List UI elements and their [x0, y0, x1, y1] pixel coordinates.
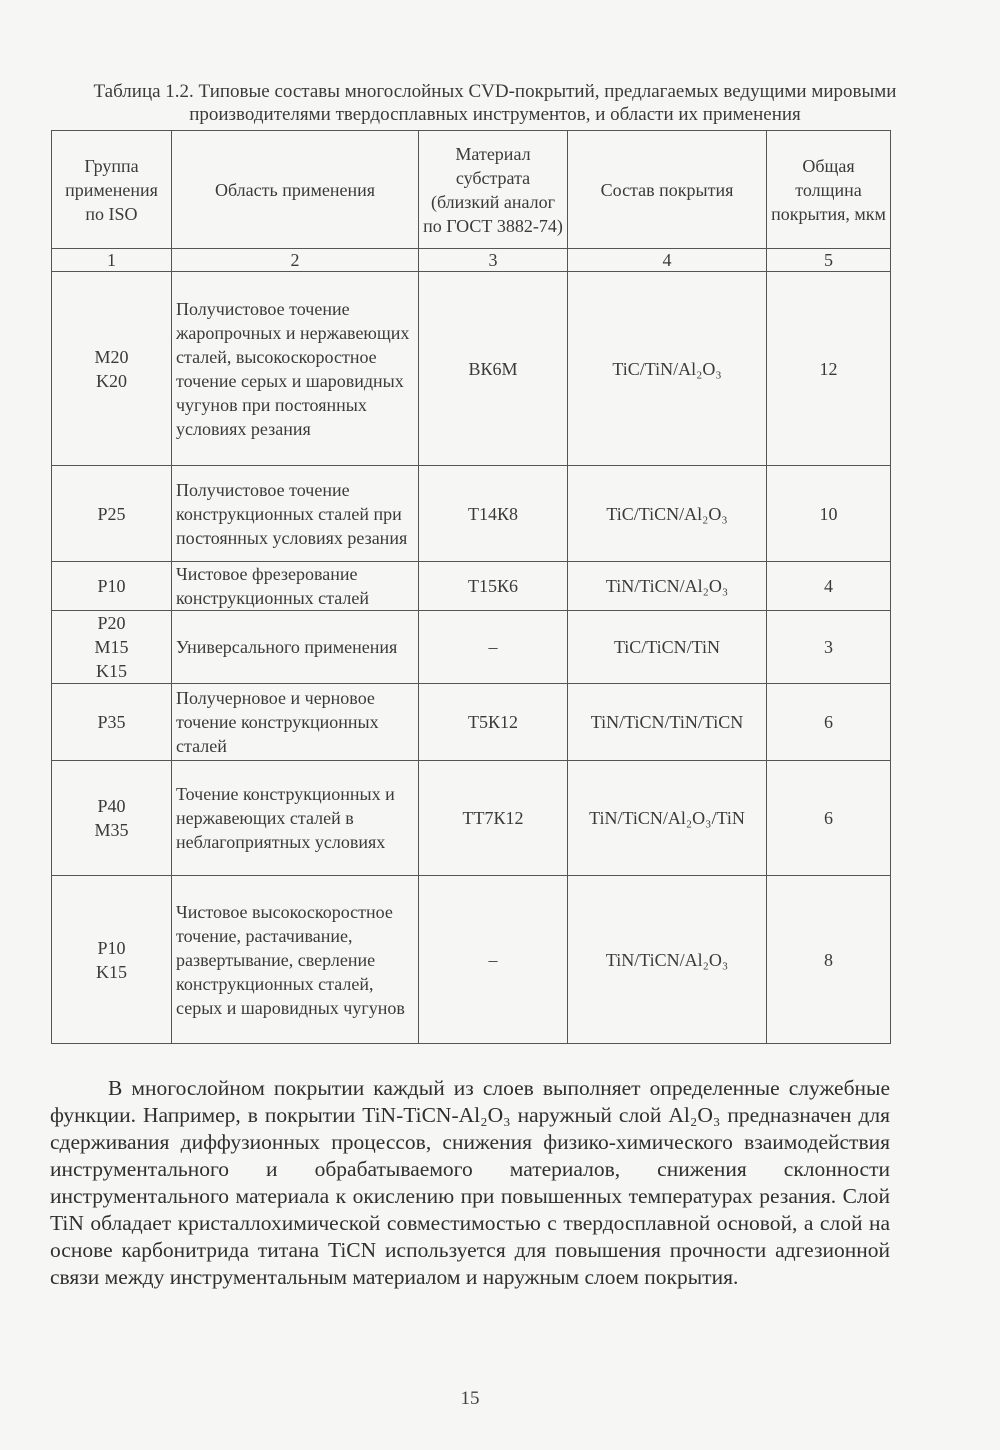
iso-code: K20: [96, 370, 127, 391]
table-row: [52, 272, 891, 466]
cell-iso-group: [52, 761, 172, 876]
cell-substrate: –: [419, 611, 568, 684]
table-row: [52, 761, 891, 876]
header-coating: Состав покрытия: [568, 131, 767, 249]
column-number: 1: [52, 249, 172, 272]
cell-thickness: 12: [767, 272, 891, 466]
iso-code: K15: [96, 961, 127, 982]
header-substrate: Материал субстрата (близкий аналог по ГОСТ 3882-74): [419, 131, 568, 249]
table-row: [52, 876, 891, 1044]
iso-code: P40: [97, 796, 126, 816]
iso-code: P10: [97, 937, 126, 958]
cell-thickness: 10: [767, 466, 891, 562]
column-number-row: [52, 249, 891, 272]
cell-coating: TiC/TiN/Al₂O₃: [568, 272, 767, 466]
body-paragraph: В многослойном покрытии каждый из слоев выполняет определенные служебные функции. Например, в покрытии TiN-TiCN-Al₂O₃ наружный слой Al₂O₃ предназначен для сдерживания диффузионных процессов, снижения физико-химического взаимодействия инструментального и обрабатываемого материалов, снижения склонности инструментального материала к окислению при повышенных температурах резания. Слой TiN обладает кристаллохимической совместимостью с твердосплавной основой, а слой на основе карбонитрида титана TiCN используется для повышения прочности адгезионной связи между инструментальным материалом и наружным слоем покрытия.: [50, 1076, 890, 1289]
cell-iso-group: [52, 611, 172, 684]
cell-thickness: 6: [767, 761, 891, 876]
cell-substrate: Т14К8: [419, 466, 568, 562]
cell-thickness: 4: [767, 562, 891, 611]
cell-application-area: Точение конструкционных и нержавеющих сталей в неблагоприятных условиях: [172, 761, 419, 876]
cell-coating: TiC/TiCN/Al₂O₃: [568, 466, 767, 562]
cell-coating: TiN/TiCN/TiN/TiCN: [568, 684, 767, 761]
table-row: [52, 466, 891, 562]
cell-coating: TiN/TiCN/Al₂O₃/TiN: [568, 761, 767, 876]
cell-application-area: Чистовое фрезерование конструкционных сталей: [172, 562, 419, 611]
cell-application-area: Чистовое высокоскоростное точение, растачивание, развертывание, сверление конструкционных сталей, серых и шаровидных чугунов: [172, 876, 419, 1044]
cell-substrate: –: [419, 876, 568, 1044]
cell-coating: TiN/TiCN/Al₂O₃: [568, 876, 767, 1044]
cell-substrate: Т15К6: [419, 562, 568, 611]
header-thickness: Общая толщина покрытия, мкм: [767, 131, 891, 249]
iso-code: P35: [97, 712, 126, 732]
cell-thickness: 3: [767, 611, 891, 684]
table-row: [52, 611, 891, 684]
cell-thickness: 6: [767, 684, 891, 761]
table-body: [52, 272, 891, 1044]
cell-iso-group: [52, 466, 172, 562]
cell-substrate: Т5К12: [419, 684, 568, 761]
column-number: 4: [568, 249, 767, 272]
table-row: [52, 684, 891, 761]
cell-application-area: Универсального применения: [172, 611, 419, 684]
column-number: 5: [767, 249, 891, 272]
iso-code: K15: [96, 661, 127, 681]
iso-code: P10: [97, 576, 126, 596]
iso-code: M20: [94, 346, 129, 367]
cell-application-area: Получистовое точение конструкционных сталей при постоянных условиях резания: [172, 466, 419, 562]
cell-coating: TiN/TiCN/Al₂O₃: [568, 562, 767, 611]
table-header-row: [52, 131, 891, 249]
table-caption: Таблица 1.2. Типовые составы многослойных CVD-покрытий, предлагаемых ведущими мировыми производителями твердосплавных инструментов, и области их применения: [93, 81, 897, 125]
table-row: [52, 562, 891, 611]
iso-code: M35: [94, 820, 129, 840]
cell-thickness: 8: [767, 876, 891, 1044]
header-iso-group: Группа применения по ISO: [52, 131, 172, 249]
cell-iso-group: [52, 272, 172, 466]
column-number: 2: [172, 249, 419, 272]
cell-iso-group: [52, 876, 172, 1044]
iso-code: P25: [97, 503, 126, 524]
cell-coating: TiC/TiCN/TiN: [568, 611, 767, 684]
header-application-area: Область применения: [172, 131, 419, 249]
cell-iso-group: [52, 562, 172, 611]
coatings-table: [51, 130, 891, 1044]
page-number: 15: [460, 1388, 480, 1409]
cell-application-area: Получерновое и черновое точение конструкционных сталей: [172, 684, 419, 761]
cell-substrate: ВК6М: [419, 272, 568, 466]
cell-substrate: ТТ7К12: [419, 761, 568, 876]
iso-code: M15: [94, 637, 129, 657]
cell-iso-group: [52, 684, 172, 761]
iso-code: P20: [97, 613, 126, 633]
cell-application-area: Получистовое точение жаропрочных и нержавеющих сталей, высокоскоростное точение серых и шаровидных чугунов при постоянных условиях резания: [172, 272, 419, 466]
column-number: 3: [419, 249, 568, 272]
